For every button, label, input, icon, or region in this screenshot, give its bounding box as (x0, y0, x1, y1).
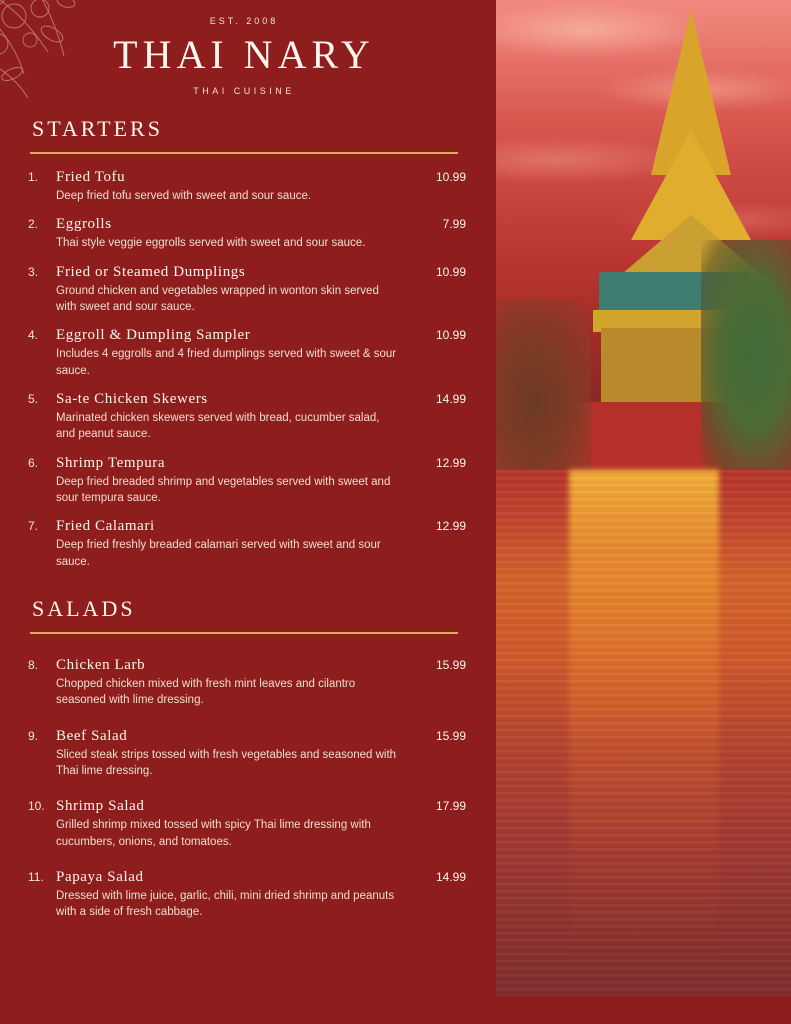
menu-item (22, 797, 466, 850)
item-number: 2. (28, 217, 39, 232)
item-description: Marinated chicken skewers served with bread, cucumber salad, and peanut sauce. (56, 411, 380, 441)
section-divider (30, 152, 458, 154)
item-price: 14.99 (435, 391, 466, 406)
item-name: Beef Salad (56, 727, 128, 744)
item-number: 8. (28, 657, 39, 672)
item-body (56, 168, 406, 204)
item-name: Eggrolls (56, 216, 112, 233)
menu-item (22, 326, 466, 379)
menu-item (22, 168, 466, 204)
item-name: Sa-te Chicken Skewers (56, 390, 208, 407)
item-price: 10.99 (435, 264, 466, 279)
water-ripples (496, 470, 791, 1024)
item-description: Chopped chicken mixed with fresh mint leaves and cilantro seasoned with lime dressing. (56, 677, 356, 707)
section-title-salads: SALADS (32, 595, 136, 621)
item-number: 7. (28, 519, 39, 534)
starters-item-list (22, 168, 466, 570)
item-number: 1. (28, 170, 39, 184)
item-description: Deep fried freshly breaded calamari served with sweet and sour sauce. (56, 539, 381, 568)
item-description: Deep fried breaded shrimp and vegetables served with sweet and sour tempura sauce. (56, 475, 391, 504)
item-price: 10.99 (435, 328, 466, 343)
photo-footer-band (496, 996, 791, 1024)
item-price: 15.99 (435, 657, 466, 672)
menu-item (22, 263, 466, 316)
menu-header (22, 0, 466, 96)
item-name: Shrimp Salad (56, 798, 145, 815)
menu-item (22, 868, 466, 921)
item-name: Fried Calamari (56, 518, 155, 535)
item-body (56, 326, 406, 379)
item-price: 14.99 (435, 869, 466, 884)
section-title-starters: STARTERS (32, 116, 163, 141)
item-name: Eggroll & Dumpling Sampler (56, 327, 251, 344)
item-body (56, 215, 406, 251)
trees-right (701, 240, 791, 470)
item-body (56, 868, 406, 921)
item-name: Fried Tofu (56, 169, 126, 185)
item-body (56, 517, 406, 570)
cuisine-label: THAI CUISINE (193, 86, 295, 96)
menu-item (22, 727, 466, 780)
item-description: Deep fried tofu served with sweet and sour sauce. (56, 190, 312, 202)
trees-left (496, 300, 591, 470)
photo-panel (496, 0, 791, 1024)
menu-item (22, 517, 466, 570)
item-body (56, 797, 406, 850)
item-description: Includes 4 eggrolls and 4 fried dumplings served with sweet & sour sauce. (56, 348, 397, 377)
temple-photo (496, 0, 791, 1024)
item-body (56, 727, 406, 780)
restaurant-name: THAI NARY (113, 32, 375, 77)
item-price: 12.99 (435, 519, 466, 534)
section-salads (22, 596, 466, 921)
menu-item (22, 390, 466, 443)
menu-item (22, 656, 466, 709)
item-name: Shrimp Tempura (56, 454, 166, 471)
item-number: 9. (28, 728, 39, 743)
established-label: EST. 2008 (209, 16, 279, 26)
item-number: 5. (28, 391, 39, 406)
section-starters (22, 116, 466, 570)
menu-item (22, 454, 466, 507)
item-name: Papaya Salad (56, 868, 144, 885)
item-price: 10.99 (435, 170, 466, 184)
item-description: Sliced steak strips tossed with fresh vegetables and seasoned with Thai lime dressing. (56, 748, 397, 777)
item-description: Ground chicken and vegetables wrapped in wonton skin served with sweet and sour sauce. (56, 284, 379, 313)
item-description: Thai style veggie eggrolls served with sweet and sour sauce. (56, 237, 366, 250)
item-name: Fried or Steamed Dumplings (56, 263, 246, 280)
item-body (56, 263, 406, 316)
item-number: 10. (28, 799, 45, 814)
item-body (56, 454, 406, 507)
item-price: 15.99 (435, 728, 466, 743)
item-number: 11. (28, 869, 44, 884)
section-divider (30, 632, 458, 634)
item-number: 4. (28, 328, 39, 343)
item-body (56, 656, 406, 709)
menu-item (22, 215, 466, 251)
item-description: Dressed with lime juice, garlic, chili, mini dried shrimp and peanuts with a side of fresh cabbage. (56, 889, 395, 919)
item-price: 7.99 (442, 217, 466, 232)
item-body (56, 390, 406, 443)
item-number: 3. (28, 264, 39, 279)
item-description: Grilled shrimp mixed tossed with spicy Thai lime dressing with cucumbers, onions, and tomatoes. (56, 819, 371, 848)
item-name: Chicken Larb (56, 656, 146, 673)
item-number: 6. (28, 455, 39, 470)
item-price: 17.99 (435, 799, 466, 814)
salads-item-list (22, 656, 466, 921)
item-price: 12.99 (435, 455, 466, 470)
